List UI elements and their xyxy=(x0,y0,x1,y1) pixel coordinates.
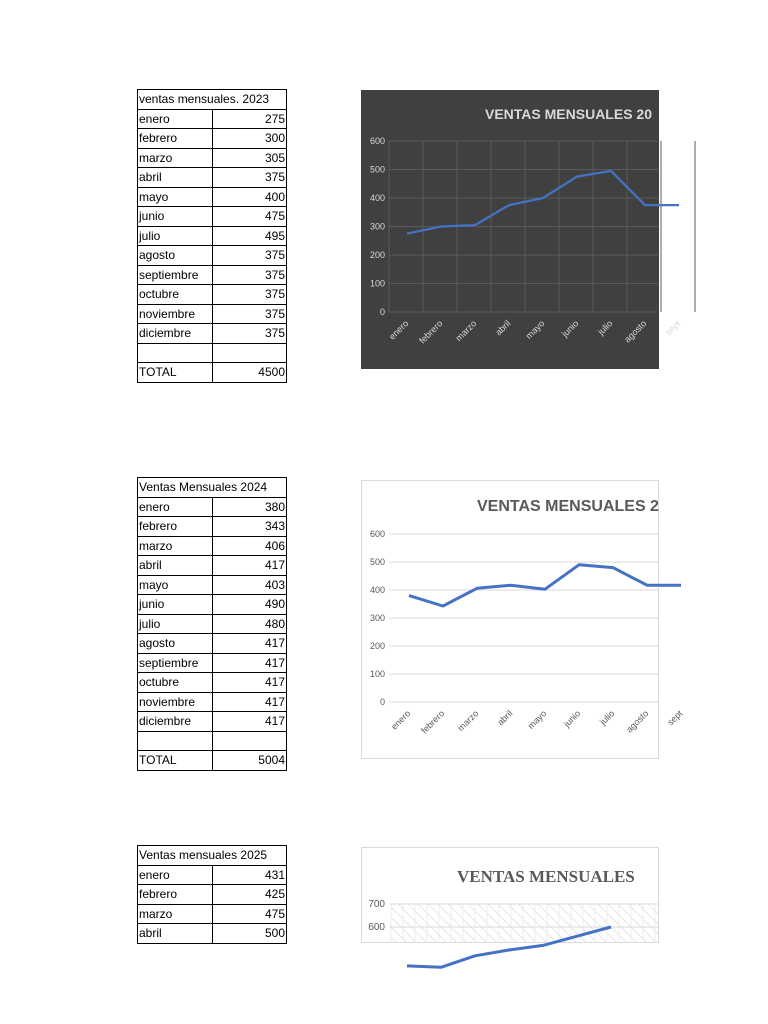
table-row xyxy=(138,673,287,693)
value-cell: 403 xyxy=(213,575,287,595)
month-cell: julio xyxy=(138,614,213,634)
month-cell: octubre xyxy=(138,673,213,693)
sales-table-2024 xyxy=(137,477,287,771)
total-label: TOTAL xyxy=(138,363,213,383)
value-cell: 375 xyxy=(213,324,287,344)
y-tick-label: 300 xyxy=(369,221,385,232)
value-cell: 375 xyxy=(213,265,287,285)
table-row xyxy=(138,885,287,905)
month-cell: julio xyxy=(138,226,213,246)
total-value: 4500 xyxy=(213,363,287,383)
value-cell: 425 xyxy=(213,885,287,905)
chart-title: VENTAS MENSUALES 2 xyxy=(477,498,659,515)
total-label: TOTAL xyxy=(138,751,213,771)
month-cell: noviembre xyxy=(138,692,213,712)
month-cell: diciembre xyxy=(138,712,213,732)
value-cell: 475 xyxy=(213,904,287,924)
value-cell: 380 xyxy=(213,497,287,517)
total-row xyxy=(138,363,287,383)
y-tick-label: 100 xyxy=(369,278,385,289)
table-row xyxy=(138,148,287,168)
x-tick-label: abril xyxy=(493,318,513,338)
y-tick-label: 400 xyxy=(369,193,385,203)
table-row xyxy=(138,226,287,246)
table-row xyxy=(138,129,287,149)
value-cell: 417 xyxy=(213,634,287,654)
x-tick-label: abril xyxy=(495,708,515,728)
y-tick-label: 600 xyxy=(368,922,385,933)
y-tick-label: 200 xyxy=(369,250,385,260)
month-cell: octubre xyxy=(138,285,213,305)
value-cell: 417 xyxy=(213,653,287,673)
month-cell: febrero xyxy=(138,129,213,149)
month-cell: diciembre xyxy=(138,324,213,344)
chart-2025-svg xyxy=(361,847,658,943)
chart-title: VENTAS MENSUALES 20 xyxy=(485,106,652,122)
table-row xyxy=(138,575,287,595)
y-tick-label: 700 xyxy=(368,899,385,910)
x-tick-label: marzo xyxy=(455,708,481,734)
table-row xyxy=(138,556,287,576)
empty-cell xyxy=(213,343,287,363)
table-body xyxy=(138,90,287,383)
month-cell: enero xyxy=(138,865,213,885)
table-row xyxy=(138,614,287,634)
x-tick-label: junio xyxy=(559,318,581,339)
x-tick-label: febrero xyxy=(419,708,447,736)
table-row xyxy=(138,517,287,537)
value-cell: 406 xyxy=(213,536,287,556)
table-title-row xyxy=(138,846,287,866)
y-tick-label: 500 xyxy=(369,557,385,567)
total-row xyxy=(138,751,287,771)
table-row xyxy=(138,595,287,615)
x-tick-label: mayo xyxy=(523,318,547,341)
chart-2023-svg xyxy=(361,90,683,369)
table-row xyxy=(138,712,287,732)
empty-cell xyxy=(138,731,213,751)
table-row xyxy=(138,187,287,207)
x-tick-label: sept xyxy=(663,318,683,338)
empty-cell xyxy=(138,343,213,363)
table-title: Ventas Mensuales 2024 xyxy=(138,478,287,498)
y-tick-label: 200 xyxy=(369,641,385,651)
y-tick-label: 500 xyxy=(369,164,385,175)
table-row xyxy=(138,924,287,944)
table-row xyxy=(138,865,287,885)
table-body xyxy=(138,846,287,944)
month-cell: mayo xyxy=(138,575,213,595)
value-cell: 375 xyxy=(213,246,287,266)
month-cell: septiembre xyxy=(138,653,213,673)
x-tick-label: junio xyxy=(561,708,583,729)
value-cell: 417 xyxy=(213,692,287,712)
y-tick-label: 400 xyxy=(369,585,385,595)
table-row xyxy=(138,246,287,266)
x-tick-label: sept xyxy=(665,708,685,728)
value-cell: 417 xyxy=(213,556,287,576)
y-tick-label: 0 xyxy=(379,697,385,707)
value-cell: 490 xyxy=(213,595,287,615)
month-cell: noviembre xyxy=(138,304,213,324)
value-cell: 500 xyxy=(213,924,287,944)
x-tick-label: enero xyxy=(389,708,413,732)
y-tick-label: 600 xyxy=(369,136,385,146)
month-cell: agosto xyxy=(138,246,213,266)
value-cell: 375 xyxy=(213,168,287,188)
value-cell: 417 xyxy=(213,673,287,693)
x-tick-label: julio xyxy=(596,318,615,337)
table-row xyxy=(138,265,287,285)
table-title-row xyxy=(138,90,287,110)
month-cell: septiembre xyxy=(138,265,213,285)
value-cell: 495 xyxy=(213,226,287,246)
table-row xyxy=(138,324,287,344)
x-tick-label: agosto xyxy=(622,318,649,345)
month-cell: enero xyxy=(138,109,213,129)
table-row xyxy=(138,904,287,924)
value-cell: 375 xyxy=(213,304,287,324)
month-cell: junio xyxy=(138,595,213,615)
value-cell: 475 xyxy=(213,207,287,227)
chart-2023 xyxy=(361,90,683,369)
month-cell: mayo xyxy=(138,187,213,207)
value-cell: 300 xyxy=(213,129,287,149)
empty-row xyxy=(138,343,287,363)
value-cell: 431 xyxy=(213,865,287,885)
table-row xyxy=(138,536,287,556)
table-row xyxy=(138,207,287,227)
month-cell: abril xyxy=(138,168,213,188)
month-cell: abril xyxy=(138,924,213,944)
plot-area xyxy=(391,904,658,943)
x-tick-label: julio xyxy=(598,708,617,727)
value-cell: 343 xyxy=(213,517,287,537)
month-cell: marzo xyxy=(138,904,213,924)
x-tick-label: agosto xyxy=(624,708,651,735)
x-tick-label: enero xyxy=(387,318,411,342)
table-row xyxy=(138,168,287,188)
chart-2024-svg xyxy=(361,480,685,759)
value-cell: 400 xyxy=(213,187,287,207)
empty-cell xyxy=(213,731,287,751)
table-row xyxy=(138,497,287,517)
month-cell: abril xyxy=(138,556,213,576)
y-tick-label: 600 xyxy=(369,529,385,539)
sales-table-2023 xyxy=(137,89,287,383)
x-tick-label: marzo xyxy=(453,318,479,344)
month-cell: febrero xyxy=(138,517,213,537)
y-tick-label: 300 xyxy=(369,613,385,623)
sales-table-2025 xyxy=(137,845,287,944)
x-tick-label: febrero xyxy=(417,318,445,346)
y-tick-label: 100 xyxy=(369,669,385,679)
table-row xyxy=(138,653,287,673)
value-cell: 275 xyxy=(213,109,287,129)
total-value: 5004 xyxy=(213,751,287,771)
value-cell: 417 xyxy=(213,712,287,732)
table-row xyxy=(138,634,287,654)
value-cell: 480 xyxy=(213,614,287,634)
month-cell: agosto xyxy=(138,634,213,654)
table-row xyxy=(138,285,287,305)
x-tick-label: mayo xyxy=(525,708,549,731)
value-cell: 375 xyxy=(213,285,287,305)
chart-2025 xyxy=(361,847,658,943)
table-title: ventas mensuales. 2023 xyxy=(138,90,287,110)
table-row xyxy=(138,109,287,129)
table-row xyxy=(138,304,287,324)
y-tick-label: 0 xyxy=(379,307,385,317)
chart-title: VENTAS MENSUALES xyxy=(457,867,635,886)
table-title-row xyxy=(138,478,287,498)
month-cell: junio xyxy=(138,207,213,227)
month-cell: marzo xyxy=(138,148,213,168)
table-row xyxy=(138,692,287,712)
month-cell: febrero xyxy=(138,885,213,905)
month-cell: enero xyxy=(138,497,213,517)
table-title: Ventas mensuales 2025 xyxy=(138,846,287,866)
empty-row xyxy=(138,731,287,751)
chart-2024 xyxy=(361,480,685,759)
month-cell: marzo xyxy=(138,536,213,556)
table-body xyxy=(138,478,287,771)
value-cell: 305 xyxy=(213,148,287,168)
